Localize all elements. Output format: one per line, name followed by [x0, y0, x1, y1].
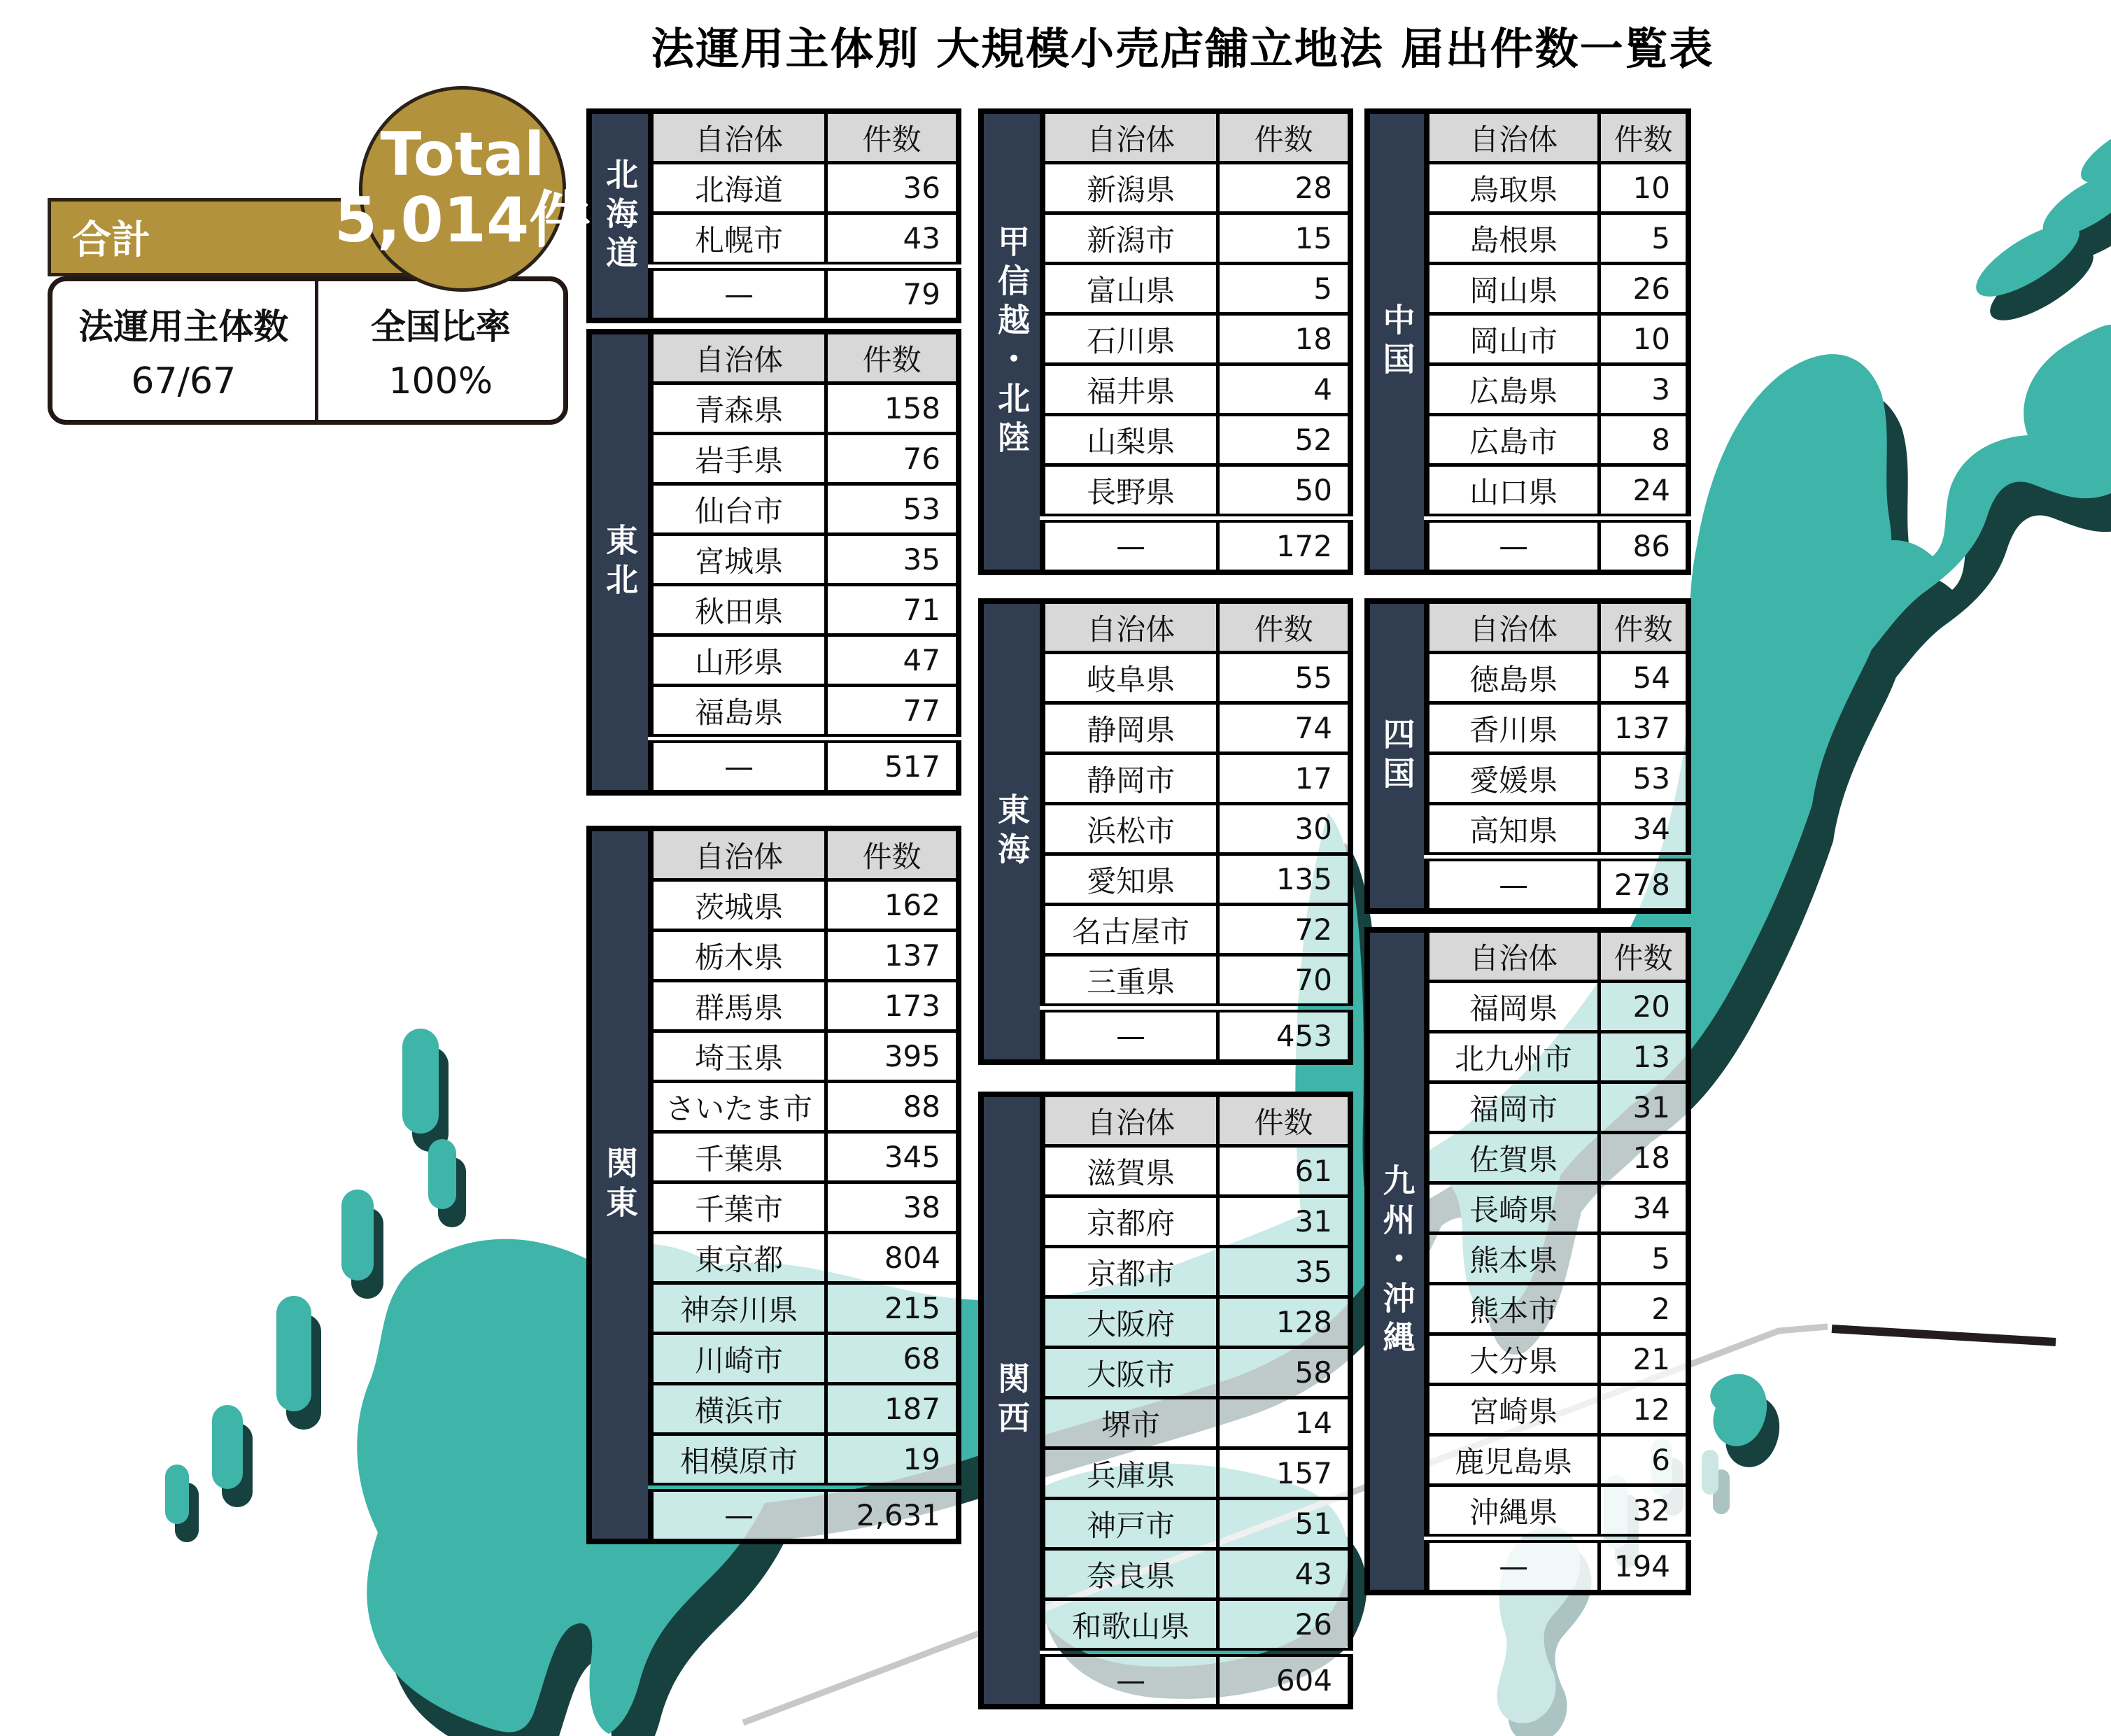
- header-municipality: 自治体: [1427, 930, 1600, 982]
- pref-name: 相模原市: [651, 1434, 826, 1488]
- pref-count: 18: [1600, 1133, 1688, 1183]
- region-bar: [978, 108, 1040, 575]
- pref-name: 仙台市: [651, 484, 826, 535]
- pref-name: 山梨県: [1043, 415, 1218, 465]
- region-bar: [586, 108, 648, 323]
- total-value: 172: [1218, 518, 1350, 573]
- pref-table: [1424, 598, 1691, 914]
- total-badge-value: 5,014件: [334, 183, 591, 256]
- pref-name: 新潟県: [1043, 163, 1218, 213]
- entities-cell: [52, 281, 318, 420]
- pref-count: 26: [1600, 264, 1688, 314]
- region-block-hokkaido: [586, 108, 961, 323]
- region-block-tokai: [978, 598, 1353, 1065]
- header-municipality: 自治体: [1043, 111, 1218, 163]
- header-municipality: 自治体: [651, 828, 826, 880]
- region-label: 北海道: [601, 157, 639, 275]
- pref-name: 静岡市: [1043, 754, 1218, 804]
- pref-name: 堺市: [1043, 1398, 1218, 1448]
- total-label: —: [1427, 518, 1600, 573]
- pref-name: 千葉市: [651, 1183, 826, 1233]
- region-bar: [1364, 927, 1424, 1595]
- region-label: 東海: [993, 792, 1031, 871]
- entities-value: 67/67: [131, 360, 236, 402]
- pref-count: 76: [826, 434, 959, 484]
- header-municipality: 自治体: [1427, 601, 1600, 653]
- pref-table: [1040, 1092, 1353, 1709]
- pref-name: 徳島県: [1427, 653, 1600, 703]
- total-label: —: [1427, 857, 1600, 912]
- total-value: 86: [1600, 518, 1688, 573]
- total-badge: [334, 86, 591, 292]
- pref-name: 浜松市: [1043, 804, 1218, 854]
- header-municipality: 自治体: [651, 332, 826, 383]
- pref-count: 6: [1600, 1435, 1688, 1486]
- pref-table: [1040, 108, 1353, 575]
- ratio-value: 100%: [388, 360, 493, 402]
- pref-name: 川崎市: [651, 1334, 826, 1384]
- total-value: 604: [1218, 1653, 1350, 1707]
- region-block-shikoku: [1364, 598, 1691, 914]
- pref-count: 26: [1218, 1600, 1350, 1653]
- pref-table: [648, 329, 961, 796]
- pref-name: 奈良県: [1043, 1549, 1218, 1600]
- pref-name: 山形県: [651, 635, 826, 686]
- pref-name: 熊本市: [1427, 1284, 1600, 1334]
- pref-name: 栃木県: [651, 931, 826, 981]
- pref-name: 秋田県: [651, 585, 826, 635]
- pref-count: 135: [1218, 854, 1350, 905]
- pref-name: さいたま市: [651, 1082, 826, 1132]
- pref-name: 福岡市: [1427, 1082, 1600, 1133]
- pref-name: 京都市: [1043, 1247, 1218, 1297]
- pref-count: 77: [826, 686, 959, 739]
- pref-count: 12: [1600, 1385, 1688, 1435]
- pref-count: 43: [1218, 1549, 1350, 1600]
- pref-count: 58: [1218, 1348, 1350, 1398]
- pref-name: 東京都: [651, 1233, 826, 1283]
- pref-count: 15: [1218, 213, 1350, 264]
- pref-name: 埼玉県: [651, 1031, 826, 1082]
- pref-count: 68: [826, 1334, 959, 1384]
- header-count: 件数: [1600, 111, 1688, 163]
- pref-count: 24: [1600, 465, 1688, 518]
- pref-count: 8: [1600, 415, 1688, 465]
- pref-count: 70: [1218, 955, 1350, 1008]
- pref-table: [648, 826, 961, 1544]
- header-count: 件数: [826, 332, 959, 383]
- pref-count: 158: [826, 383, 959, 434]
- pref-table: [648, 108, 961, 323]
- ratio-label: 全国比率: [370, 306, 511, 348]
- pref-name: 三重県: [1043, 955, 1218, 1008]
- pref-count: 88: [826, 1082, 959, 1132]
- pref-name: 和歌山県: [1043, 1600, 1218, 1653]
- summary-box: [48, 276, 568, 425]
- pref-name: 岩手県: [651, 434, 826, 484]
- region-bar: [978, 598, 1040, 1065]
- pref-name: 札幌市: [651, 213, 826, 267]
- pref-name: 福岡県: [1427, 982, 1600, 1032]
- pref-name: 静岡県: [1043, 703, 1218, 754]
- pref-name: 茨城県: [651, 880, 826, 931]
- header-municipality: 自治体: [1427, 111, 1600, 163]
- page-title: 法運用主体別 大規模小売店舗立地法 届出件数一覧表: [651, 23, 1714, 74]
- pref-name: 岡山県: [1427, 264, 1600, 314]
- pref-count: 71: [826, 585, 959, 635]
- pref-name: 香川県: [1427, 703, 1600, 754]
- pref-name: 宮崎県: [1427, 1385, 1600, 1435]
- pref-table: [1040, 598, 1353, 1065]
- pref-name: 大阪府: [1043, 1297, 1218, 1348]
- pref-count: 3: [1600, 365, 1688, 415]
- pref-count: 34: [1600, 1183, 1688, 1234]
- pref-name: 宮城県: [651, 535, 826, 585]
- header-count: 件数: [1218, 1094, 1350, 1146]
- region-bar: [586, 329, 648, 796]
- pref-count: 47: [826, 635, 959, 686]
- pref-name: 神戸市: [1043, 1499, 1218, 1549]
- pref-name: 長野県: [1043, 465, 1218, 518]
- pref-name: 神奈川県: [651, 1283, 826, 1334]
- pref-count: 5: [1218, 264, 1350, 314]
- pref-name: 北海道: [651, 163, 826, 213]
- pref-count: 157: [1218, 1448, 1350, 1499]
- total-value: 517: [826, 739, 959, 793]
- pref-count: 21: [1600, 1334, 1688, 1385]
- pref-name: 鳥取県: [1427, 163, 1600, 213]
- total-value: 79: [826, 267, 959, 321]
- pref-count: 30: [1218, 804, 1350, 854]
- pref-count: 137: [826, 931, 959, 981]
- pref-count: 17: [1218, 754, 1350, 804]
- pref-count: 10: [1600, 163, 1688, 213]
- pref-count: 137: [1600, 703, 1688, 754]
- pref-name: 兵庫県: [1043, 1448, 1218, 1499]
- region-bar: [978, 1092, 1040, 1709]
- region-bar: [1364, 108, 1424, 575]
- pref-name: 石川県: [1043, 314, 1218, 365]
- total-label: —: [651, 1488, 826, 1542]
- pref-name: 福井県: [1043, 365, 1218, 415]
- pref-count: 173: [826, 981, 959, 1031]
- pref-count: 74: [1218, 703, 1350, 754]
- pref-count: 28: [1218, 163, 1350, 213]
- total-label: —: [1043, 1653, 1218, 1707]
- region-block-chugoku: [1364, 108, 1691, 575]
- pref-name: 長崎県: [1427, 1183, 1600, 1234]
- region-label: 中国: [1378, 302, 1416, 381]
- pref-name: 大分県: [1427, 1334, 1600, 1385]
- pref-name: 滋賀県: [1043, 1146, 1218, 1197]
- pref-name: 愛媛県: [1427, 754, 1600, 804]
- header-count: 件数: [1600, 601, 1688, 653]
- total-label: —: [1427, 1539, 1600, 1593]
- pref-name: 広島県: [1427, 365, 1600, 415]
- header-count: 件数: [1218, 601, 1350, 653]
- header-municipality: 自治体: [1043, 601, 1218, 653]
- pref-count: 36: [826, 163, 959, 213]
- okinawa-leader-line-dark: [1832, 1329, 2056, 1342]
- pref-count: 162: [826, 880, 959, 931]
- region-label: 東北: [601, 523, 639, 602]
- total-label: —: [1043, 518, 1218, 573]
- pref-count: 35: [826, 535, 959, 585]
- pref-name: 岡山市: [1427, 314, 1600, 365]
- goukei-label: 合計: [72, 218, 150, 263]
- pref-count: 20: [1600, 982, 1688, 1032]
- pref-count: 14: [1218, 1398, 1350, 1448]
- header-count: 件数: [1600, 930, 1688, 982]
- pref-count: 38: [826, 1183, 959, 1233]
- pref-name: 千葉県: [651, 1132, 826, 1183]
- pref-table: [1424, 927, 1691, 1595]
- pref-count: 34: [1600, 804, 1688, 857]
- pref-count: 345: [826, 1132, 959, 1183]
- pref-count: 13: [1600, 1032, 1688, 1082]
- pref-count: 2: [1600, 1284, 1688, 1334]
- pref-count: 53: [826, 484, 959, 535]
- region-label: 甲信越・北陸: [993, 224, 1031, 460]
- region-block-kanto: [586, 826, 961, 1544]
- pref-name: 福島県: [651, 686, 826, 739]
- pref-name: 岐阜県: [1043, 653, 1218, 703]
- pref-name: 名古屋市: [1043, 905, 1218, 955]
- pref-name: 鹿児島県: [1427, 1435, 1600, 1486]
- pref-count: 61: [1218, 1146, 1350, 1197]
- header-count: 件数: [1218, 111, 1350, 163]
- region-label: 四国: [1378, 717, 1416, 796]
- total-badge-title: Total: [380, 120, 545, 190]
- pref-name: 広島市: [1427, 415, 1600, 465]
- pref-name: 佐賀県: [1427, 1133, 1600, 1183]
- pref-name: 高知県: [1427, 804, 1600, 857]
- pref-count: 128: [1218, 1297, 1350, 1348]
- pref-name: 沖縄県: [1427, 1486, 1600, 1539]
- pref-count: 50: [1218, 465, 1350, 518]
- pref-name: 愛知県: [1043, 854, 1218, 905]
- pref-count: 72: [1218, 905, 1350, 955]
- pref-count: 5: [1600, 213, 1688, 264]
- pref-count: 5: [1600, 1234, 1688, 1284]
- pref-name: 富山県: [1043, 264, 1218, 314]
- total-value: 2,631: [826, 1488, 959, 1542]
- total-label: —: [651, 267, 826, 321]
- region-bar: [586, 826, 648, 1544]
- region-block-kyushu_okinawa: [1364, 927, 1691, 1595]
- header-municipality: 自治体: [651, 111, 826, 163]
- pref-count: 19: [826, 1434, 959, 1488]
- pref-name: 横浜市: [651, 1384, 826, 1434]
- pref-name: 群馬県: [651, 981, 826, 1031]
- pref-count: 31: [1218, 1197, 1350, 1247]
- pref-count: 10: [1600, 314, 1688, 365]
- pref-name: 青森県: [651, 383, 826, 434]
- pref-count: 43: [826, 213, 959, 267]
- pref-name: 山口県: [1427, 465, 1600, 518]
- header-count: 件数: [826, 111, 959, 163]
- region-block-koshinetsu_hokuriku: [978, 108, 1353, 575]
- pref-count: 18: [1218, 314, 1350, 365]
- ratio-cell: [318, 281, 563, 420]
- pref-count: 35: [1218, 1247, 1350, 1297]
- region-label: 関東: [601, 1145, 639, 1225]
- pref-count: 52: [1218, 415, 1350, 465]
- total-value: 278: [1600, 857, 1688, 912]
- region-block-tohoku: [586, 329, 961, 796]
- pref-count: 187: [826, 1384, 959, 1434]
- pref-count: 4: [1218, 365, 1350, 415]
- region-label: 九州・沖縄: [1378, 1163, 1416, 1360]
- pref-name: 島根県: [1427, 213, 1600, 264]
- region-label: 関西: [993, 1361, 1031, 1440]
- total-label: —: [651, 739, 826, 793]
- header-count: 件数: [826, 828, 959, 880]
- pref-count: 31: [1600, 1082, 1688, 1133]
- pref-name: 大阪市: [1043, 1348, 1218, 1398]
- pref-count: 395: [826, 1031, 959, 1082]
- pref-table: [1424, 108, 1691, 575]
- region-block-kansai: [978, 1092, 1353, 1709]
- entities-label: 法運用主体数: [78, 306, 289, 348]
- pref-count: 55: [1218, 653, 1350, 703]
- header-municipality: 自治体: [1043, 1094, 1218, 1146]
- pref-count: 51: [1218, 1499, 1350, 1549]
- pref-name: 京都府: [1043, 1197, 1218, 1247]
- total-label: —: [1043, 1008, 1218, 1063]
- pref-count: 32: [1600, 1486, 1688, 1539]
- pref-count: 53: [1600, 754, 1688, 804]
- pref-name: 熊本県: [1427, 1234, 1600, 1284]
- region-bar: [1364, 598, 1424, 914]
- pref-count: 804: [826, 1233, 959, 1283]
- pref-name: 北九州市: [1427, 1032, 1600, 1082]
- pref-count: 215: [826, 1283, 959, 1334]
- total-value: 194: [1600, 1539, 1688, 1593]
- pref-count: 54: [1600, 653, 1688, 703]
- total-value: 453: [1218, 1008, 1350, 1063]
- pref-name: 新潟市: [1043, 213, 1218, 264]
